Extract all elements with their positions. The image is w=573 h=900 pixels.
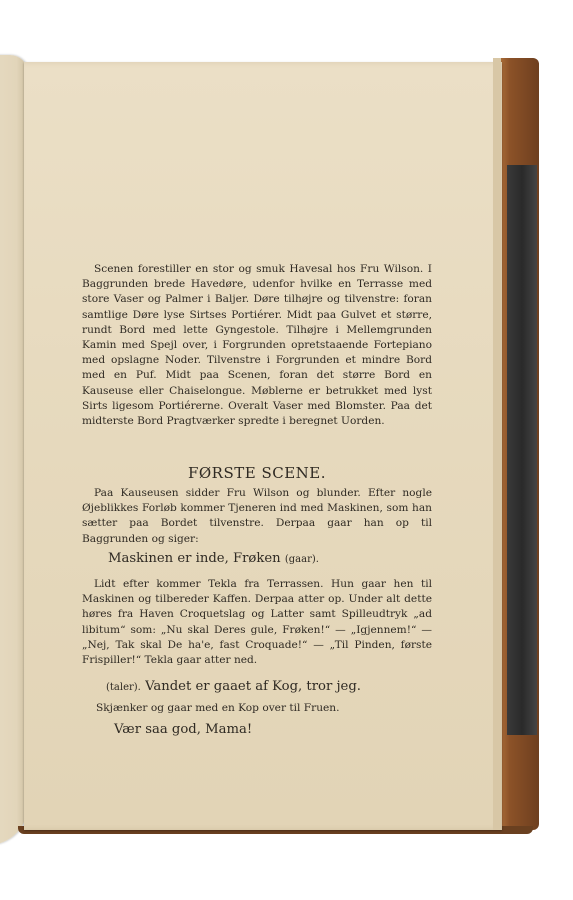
stage-direction-3: Skjænker og gaar med en Kop over til Fruen. [96,702,340,714]
dialogue-line-1 [108,551,319,566]
stage-description: Scenen forestiller en stor og smuk Havesal hos Fru Wilson. I Baggrunden brede Havedøre, udenfor hvilke en Terrasse med store Vaser og Palmer i Baljer. Døre tilhøjre og tilvenstre: foran samtlige Døre lyse Sirtses Portiérer. Midt paa Gulvet et større, rundt Bord med lette Gyngestole. Tilhøjre i Mellemgrunden Kamin med Spejl over, i Forgrunden opretstaaende Fortepiano med opslagne Noder. Tilvenstre i Forgrunden et mindre Bord med en Puf. Midt paa Scenen, foran det større Bord en Kauseuse eller Chaiselongue. Møblerne er betrukket med lyst Sirts ligesom Portiérerne. Overalt Vaser med Blomster. Paa det midterste Bord Pragtværker spredte i beregnet Uorden. [82,263,432,428]
book-page [24,62,502,830]
dialogue-line-3: Vær saa god, Mama! [114,722,253,737]
dialogue-line-2 [106,679,361,694]
page-block-edge [493,58,501,830]
stage-direction-1: Paa Kauseusen sidder Fru Wilson og blunder. Efter nogle Øjeblikkes Forløb kommer Tjeneren ind med Maskinen, som han sætter paa Bordet tilvenstre. Derpaa gaar han op til Baggrunden og siger: [82,487,432,545]
scene-heading: FØRSTE SCENE. [187,464,327,482]
dialogue-text: Maskinen er inde, Frøken [108,551,281,566]
stage-direction-2: Lidt efter kommer Tekla fra Terrassen. Hun gaar hen til Maskinen og tilbereder Kaffen. Derpaa atter op. Under alt dette høres fra Haven Croquetslag og Latter samt Spilleudtryk „ad libitum“ som: „Nu skal Deres gule, Frøken!“ — „Igjennem!“ — „Nej, Tak skal De ha'e, fast Croquade!“ — „Til Pinden, første Frispiller!“ Tekla gaar atter ned. [82,578,432,667]
dialogue-direction: (gaar). [284,554,319,565]
dialogue-direction: (taler). [106,682,141,693]
spine-leather [507,165,537,735]
dialogue-text: Vandet er gaaet af Kog, tror jeg. [145,679,361,694]
